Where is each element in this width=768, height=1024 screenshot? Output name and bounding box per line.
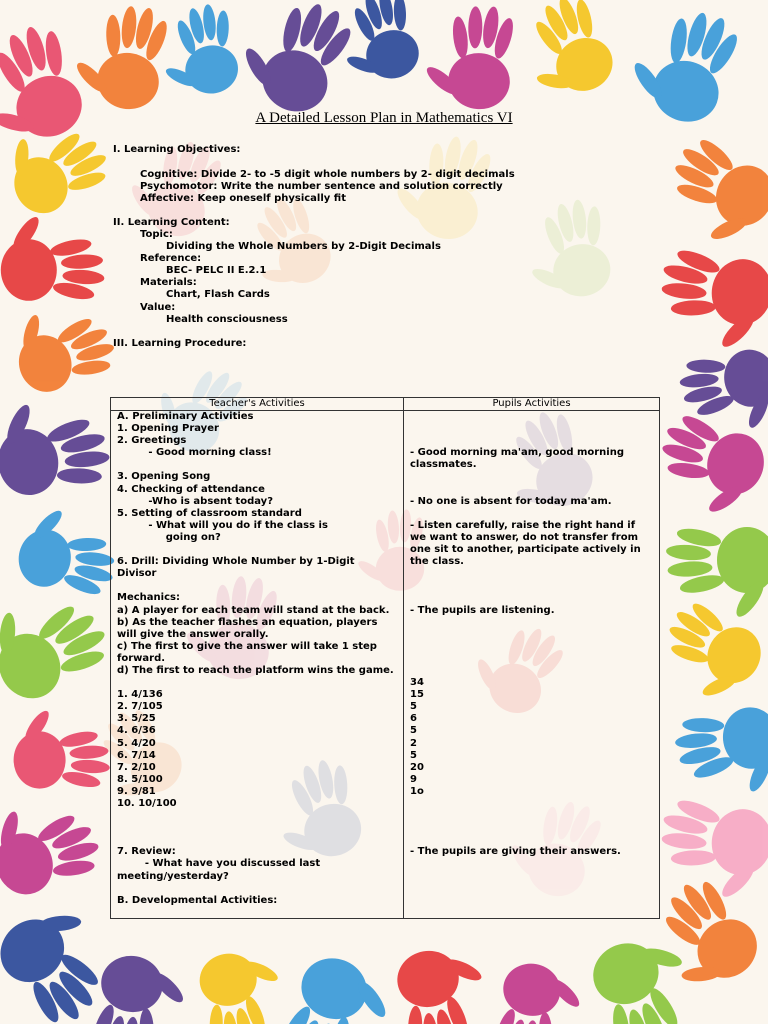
value-value: Health consciousness — [166, 314, 288, 325]
topic-value: Dividing the Whole Numbers by 2-Digit Decimals — [166, 241, 441, 252]
table-header-row — [111, 398, 660, 411]
pupils-activities-cell: - Good morning ma'am, good morning classmates. - No one is absent for today ma'am. - Listen carefully, raise the right hand if we want to answer, do not transfer from one sit to another, participate actively in the class. - The pupils are listening. 34 15 5 6 5 2 5 20 9 1o - The pupils are giving their answers. — [404, 411, 660, 919]
procedure-heading: III. Learning Procedure: — [113, 338, 247, 349]
table-row — [111, 411, 660, 919]
objectives-heading: I. Learning Objectives: — [113, 144, 241, 155]
reference-value: BEC- PELC II E.2.1 — [166, 265, 267, 276]
value-label: Value: — [140, 302, 176, 313]
page-title: A Detailed Lesson Plan in Mathematics VI — [255, 110, 513, 126]
topic-label: Topic: — [140, 229, 173, 240]
activities-table — [110, 397, 660, 919]
reference-label: Reference: — [140, 253, 202, 264]
materials-label: Materials: — [140, 277, 197, 288]
materials-value: Chart, Flash Cards — [166, 289, 270, 300]
objective-cognitive: Cognitive: Divide 2- to -5 digit whole numbers by 2- digit decimals — [140, 169, 515, 180]
pupils-activities-header: Pupils Activities — [404, 398, 660, 411]
objective-psychomotor: Psychomotor: Write the number sentence and solution correctly — [140, 181, 503, 192]
content-heading: II. Learning Content: — [113, 217, 230, 228]
teacher-activities-cell: A. Preliminary Activities 1. Opening Prayer 2. Greetings - Good morning class! 3. Opening Song 4. Checking of attendance -Who is absent today? 5. Setting of classroom standard - What will you do if the class is going on? 6. Drill: Dividing Whole Number by 1-Digit Divisor Mechanics: a) A player for each team will stand at the back. b) As the teacher flashes an equation, players will give the answer orally. c) The first to give the answer will take 1 step forward. d) The first to reach the platform wins the game. 1. 4/136 2. 7/105 3. 5/25 4. 6/36 5. 4/20 6. 7/14 7. 2/10 8. 5/100 9. 9/81 10. 10/100 7. Review: - What have you discussed last meeting/yesterday? B. Developmental Activities: — [111, 411, 404, 919]
objective-affective: Affective: Keep oneself physically fit — [140, 193, 346, 204]
teacher-activities-header: Teacher's Activities — [111, 398, 404, 411]
